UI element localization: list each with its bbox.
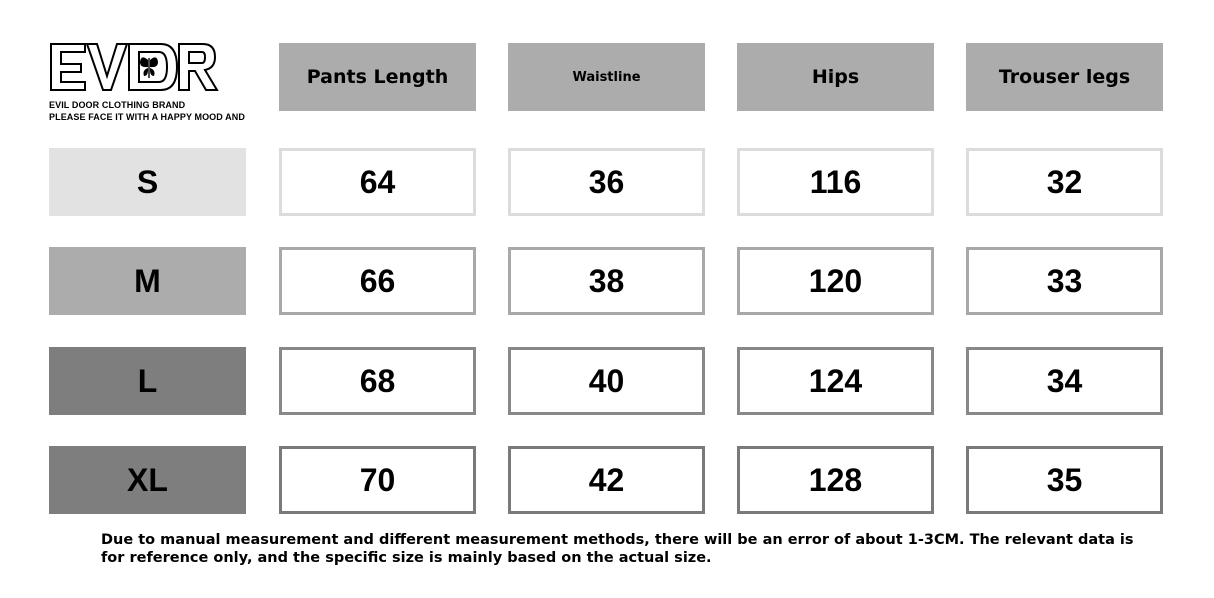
evdr-logo-mark bbox=[49, 42, 219, 94]
size-label-s: S bbox=[49, 148, 246, 216]
header-waistline: Waistline bbox=[508, 43, 705, 111]
size-label-xl: XL bbox=[49, 446, 246, 514]
brand-line-2: PLEASE FACE IT WITH A HAPPY MOOD AND bbox=[49, 112, 245, 122]
cell-xl-pants-length: 70 bbox=[279, 446, 476, 514]
cell-m-trouser-legs: 33 bbox=[966, 247, 1163, 315]
butterfly-icon bbox=[140, 57, 158, 78]
cell-l-trouser-legs: 34 bbox=[966, 347, 1163, 415]
header-trouser-legs: Trouser legs bbox=[966, 43, 1163, 111]
cell-l-pants-length: 68 bbox=[279, 347, 476, 415]
cell-xl-waistline: 42 bbox=[508, 446, 705, 514]
size-label-m: M bbox=[49, 247, 246, 315]
cell-s-hips: 116 bbox=[737, 148, 934, 216]
cell-xl-trouser-legs: 35 bbox=[966, 446, 1163, 514]
brand-logo bbox=[49, 42, 269, 130]
cell-l-hips: 124 bbox=[737, 347, 934, 415]
cell-s-pants-length: 64 bbox=[279, 148, 476, 216]
measurement-note: Due to manual measurement and different measurement methods, there will be an error of about 1-3CM. The relevant data is for reference only, and the specific size is mainly based on the actual size. bbox=[101, 532, 1134, 566]
cell-s-waistline: 36 bbox=[508, 148, 705, 216]
cell-l-waistline: 40 bbox=[508, 347, 705, 415]
cell-m-hips: 120 bbox=[737, 247, 934, 315]
header-hips: Hips bbox=[737, 43, 934, 111]
cell-m-waistline: 38 bbox=[508, 247, 705, 315]
size-label-l: L bbox=[49, 347, 246, 415]
cell-xl-hips: 128 bbox=[737, 446, 934, 514]
header-pants-length: Pants Length bbox=[279, 43, 476, 111]
cell-m-pants-length: 66 bbox=[279, 247, 476, 315]
cell-s-trouser-legs: 32 bbox=[966, 148, 1163, 216]
brand-line-1: EVIL DOOR CLOTHING BRAND bbox=[49, 100, 186, 110]
